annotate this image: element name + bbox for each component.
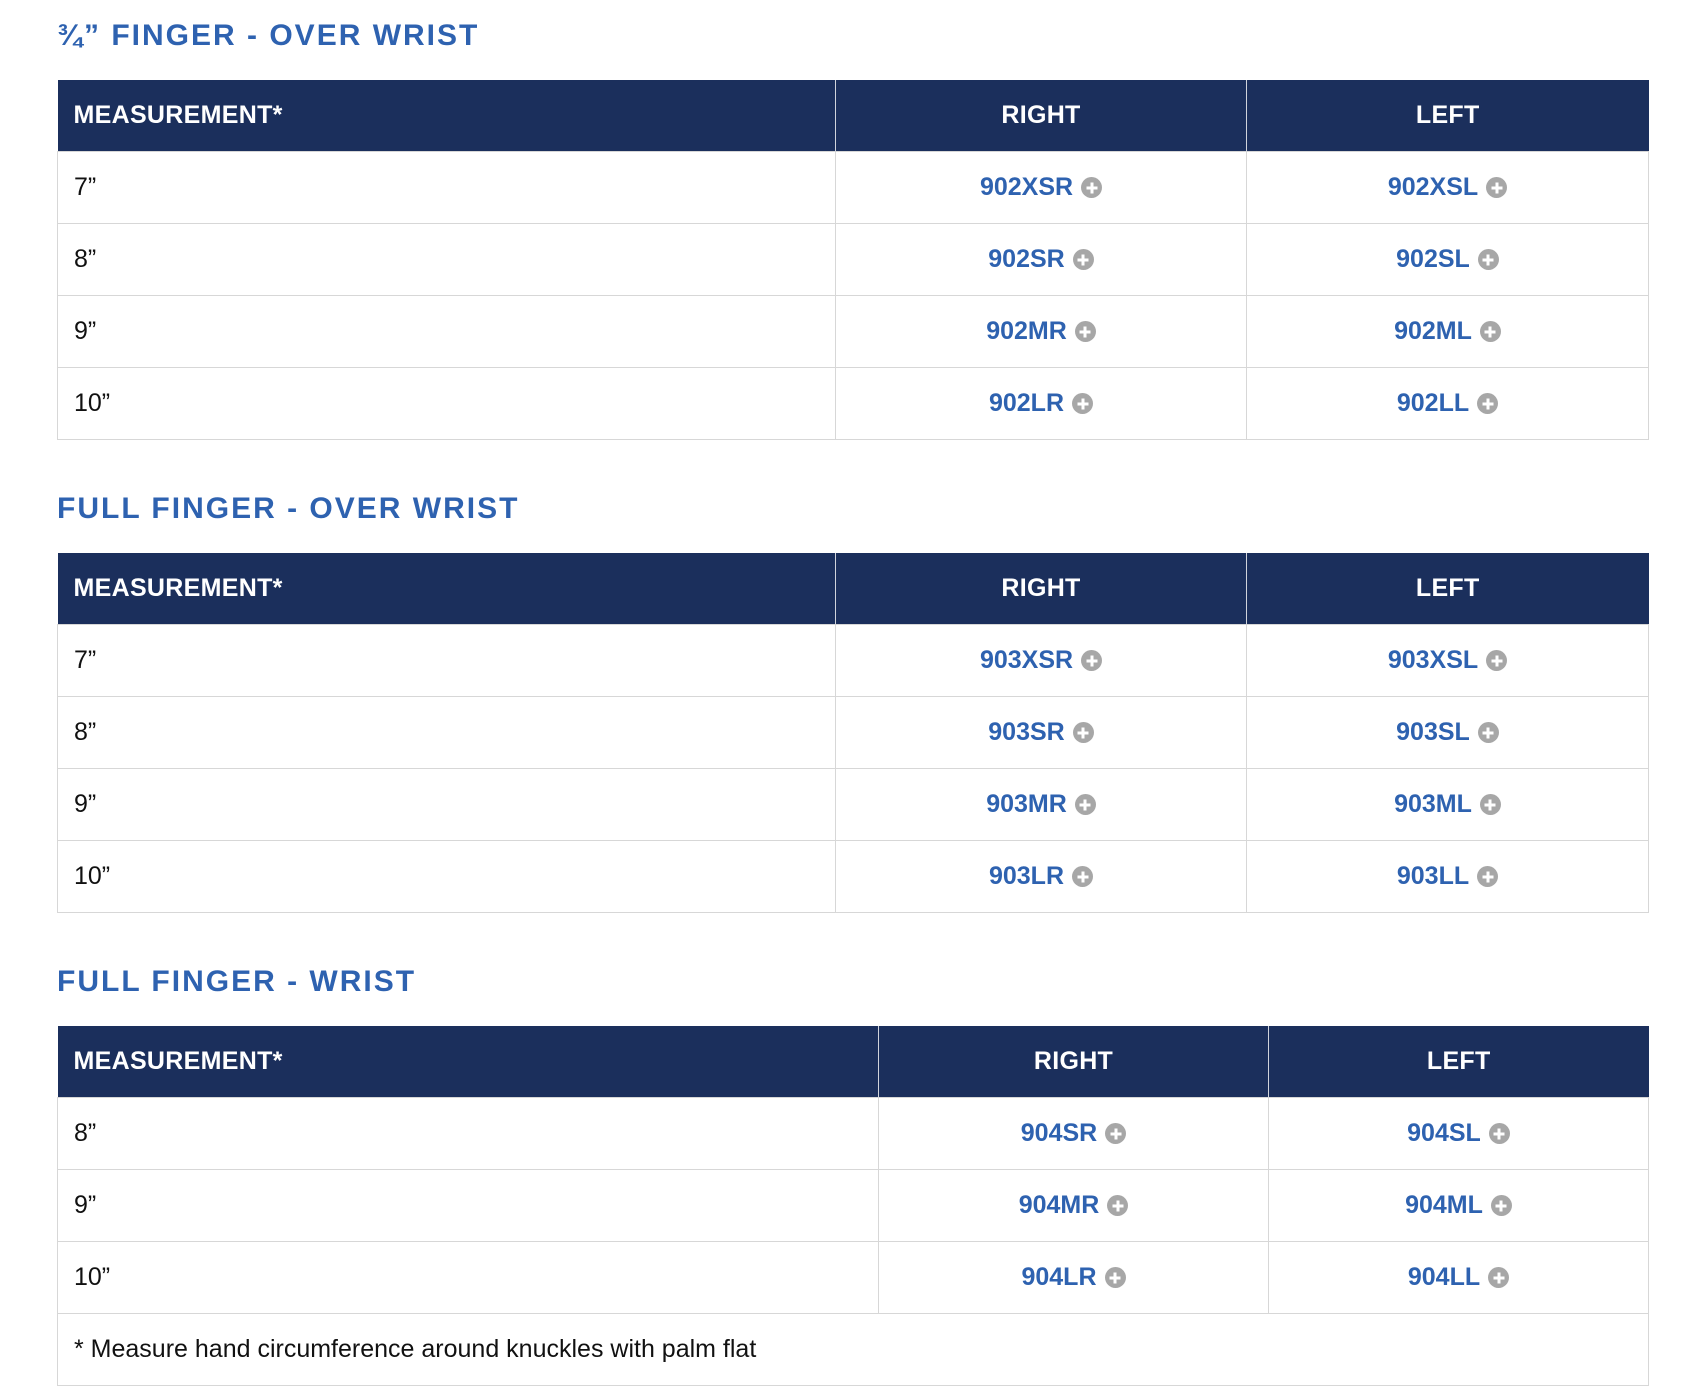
plus-circle-icon[interactable] <box>1105 1267 1126 1288</box>
table-header-row <box>58 553 1649 625</box>
left-sku-cell <box>1247 769 1649 841</box>
sku-label: 904ML <box>1405 1191 1483 1219</box>
sku-label: 903SL <box>1396 718 1470 746</box>
plus-circle-icon[interactable] <box>1478 249 1499 270</box>
sku-link[interactable] <box>980 173 1102 202</box>
left-sku-cell <box>1269 1242 1649 1314</box>
left-sku-cell <box>1269 1098 1649 1170</box>
plus-circle-icon[interactable] <box>1478 722 1499 743</box>
plus-circle-icon[interactable] <box>1072 866 1093 887</box>
sku-link[interactable] <box>1021 1263 1125 1292</box>
plus-circle-icon[interactable] <box>1075 794 1096 815</box>
measurement-cell: 8” <box>58 1098 879 1170</box>
sku-label: 902XSL <box>1387 173 1479 201</box>
left-sku-cell <box>1269 1170 1649 1242</box>
right-sku-cell <box>879 1170 1269 1242</box>
plus-circle-icon[interactable] <box>1491 1195 1512 1216</box>
plus-circle-icon[interactable] <box>1486 650 1507 671</box>
table-header-row <box>58 1026 1649 1098</box>
plus-circle-icon[interactable] <box>1477 866 1498 887</box>
sku-label: 904SL <box>1407 1119 1481 1147</box>
sku-label: 903MR <box>986 790 1067 818</box>
column-header-right: RIGHT <box>836 553 1247 625</box>
sku-link[interactable] <box>986 790 1096 819</box>
footnote-row <box>58 1314 1649 1386</box>
size-table <box>57 80 1649 440</box>
plus-circle-icon[interactable] <box>1072 393 1093 414</box>
sku-label: 902SR <box>988 245 1065 273</box>
plus-circle-icon[interactable] <box>1477 393 1498 414</box>
sku-link[interactable] <box>1407 1119 1510 1148</box>
column-header-measurement: MEASUREMENT* <box>58 80 836 152</box>
table-row <box>58 296 1649 368</box>
right-sku-cell <box>836 769 1247 841</box>
sku-label: 902MR <box>986 317 1067 345</box>
measurement-cell: 7” <box>58 152 836 224</box>
right-sku-cell <box>836 152 1247 224</box>
section-title: ¾” FINGER - OVER WRIST <box>57 19 480 52</box>
left-sku-cell <box>1247 296 1649 368</box>
sku-link[interactable] <box>986 317 1096 346</box>
plus-circle-icon[interactable] <box>1480 794 1501 815</box>
sku-link[interactable] <box>1396 718 1499 747</box>
right-sku-cell <box>836 841 1247 913</box>
plus-circle-icon[interactable] <box>1488 1267 1509 1288</box>
sku-label: 904LL <box>1407 1263 1481 1291</box>
right-sku-cell <box>879 1098 1269 1170</box>
sku-label: 903LR <box>988 862 1065 890</box>
left-sku-cell <box>1247 841 1649 913</box>
sku-link[interactable] <box>1397 862 1498 891</box>
footnote: * Measure hand circumference around knuckles with palm flat <box>58 1314 1649 1386</box>
left-sku-cell <box>1247 368 1649 440</box>
measurement-cell: 7” <box>58 625 836 697</box>
sku-label: 903SR <box>988 718 1065 746</box>
sku-link[interactable] <box>988 718 1093 747</box>
plus-circle-icon[interactable] <box>1075 321 1096 342</box>
plus-circle-icon[interactable] <box>1073 722 1094 743</box>
left-sku-cell <box>1247 625 1649 697</box>
table-row <box>58 368 1649 440</box>
left-sku-cell <box>1247 152 1649 224</box>
right-sku-cell <box>879 1242 1269 1314</box>
table-row <box>58 769 1649 841</box>
sku-label: 902ML <box>1394 317 1472 345</box>
sku-label: 903XSR <box>979 646 1074 674</box>
plus-circle-icon[interactable] <box>1105 1123 1126 1144</box>
measurement-cell: 10” <box>58 368 836 440</box>
sku-label: 902LL <box>1396 389 1470 417</box>
sku-link[interactable] <box>1388 646 1507 675</box>
section-title: FULL FINGER - OVER WRIST <box>57 492 520 525</box>
measurement-cell: 10” <box>58 1242 879 1314</box>
sku-link[interactable] <box>1405 1191 1512 1220</box>
sku-label: 904SR <box>1020 1119 1098 1147</box>
sku-link[interactable] <box>1388 173 1507 202</box>
size-table <box>57 1026 1649 1386</box>
right-sku-cell <box>836 625 1247 697</box>
column-header-measurement: MEASUREMENT* <box>58 1026 879 1098</box>
table-header-row <box>58 80 1649 152</box>
column-header-right: RIGHT <box>836 80 1247 152</box>
sku-link[interactable] <box>1408 1263 1509 1292</box>
sku-link[interactable] <box>989 389 1093 418</box>
column-header-right: RIGHT <box>879 1026 1269 1098</box>
table-row <box>58 1098 1649 1170</box>
size-table <box>57 553 1649 913</box>
measurement-cell: 9” <box>58 1170 879 1242</box>
left-sku-cell <box>1247 224 1649 296</box>
sku-label: 902SL <box>1396 245 1470 273</box>
column-header-measurement: MEASUREMENT* <box>58 553 836 625</box>
right-sku-cell <box>836 368 1247 440</box>
plus-circle-icon[interactable] <box>1081 650 1102 671</box>
measurement-cell: 8” <box>58 224 836 296</box>
measurement-cell: 8” <box>58 697 836 769</box>
table-row <box>58 625 1649 697</box>
right-sku-cell <box>836 224 1247 296</box>
table-row <box>58 152 1649 224</box>
right-sku-cell <box>836 697 1247 769</box>
right-sku-cell <box>836 296 1247 368</box>
plus-circle-icon[interactable] <box>1107 1195 1128 1216</box>
sku-link[interactable] <box>1396 245 1499 274</box>
column-header-left: LEFT <box>1247 553 1649 625</box>
sku-label: 902XSR <box>979 173 1074 201</box>
sku-label: 903XSL <box>1387 646 1479 674</box>
section-title: FULL FINGER - WRIST <box>57 965 417 998</box>
measurement-cell: 9” <box>58 769 836 841</box>
left-sku-cell <box>1247 697 1649 769</box>
plus-circle-icon[interactable] <box>1489 1123 1510 1144</box>
plus-circle-icon[interactable] <box>1486 177 1507 198</box>
measurement-cell: 9” <box>58 296 836 368</box>
table-row <box>58 1170 1649 1242</box>
sku-label: 903ML <box>1394 790 1472 818</box>
sku-link[interactable] <box>1394 317 1501 346</box>
table-row <box>58 697 1649 769</box>
sku-link[interactable] <box>989 862 1093 891</box>
measurement-cell: 10” <box>58 841 836 913</box>
plus-circle-icon[interactable] <box>1480 321 1501 342</box>
sku-label: 903LL <box>1396 862 1470 890</box>
column-header-left: LEFT <box>1269 1026 1649 1098</box>
sku-link[interactable] <box>1394 790 1501 819</box>
sku-link[interactable] <box>1021 1119 1126 1148</box>
plus-circle-icon[interactable] <box>1073 249 1094 270</box>
table-row <box>58 1242 1649 1314</box>
table-row <box>58 841 1649 913</box>
sku-label: 904LR <box>1021 1263 1097 1291</box>
sku-label: 904MR <box>1018 1191 1100 1219</box>
sku-link[interactable] <box>988 245 1093 274</box>
sku-label: 902LR <box>988 389 1065 417</box>
sku-link[interactable] <box>1397 389 1498 418</box>
sku-link[interactable] <box>980 646 1102 675</box>
sku-link[interactable] <box>1019 1191 1129 1220</box>
table-row <box>58 224 1649 296</box>
column-header-left: LEFT <box>1247 80 1649 152</box>
plus-circle-icon[interactable] <box>1081 177 1102 198</box>
